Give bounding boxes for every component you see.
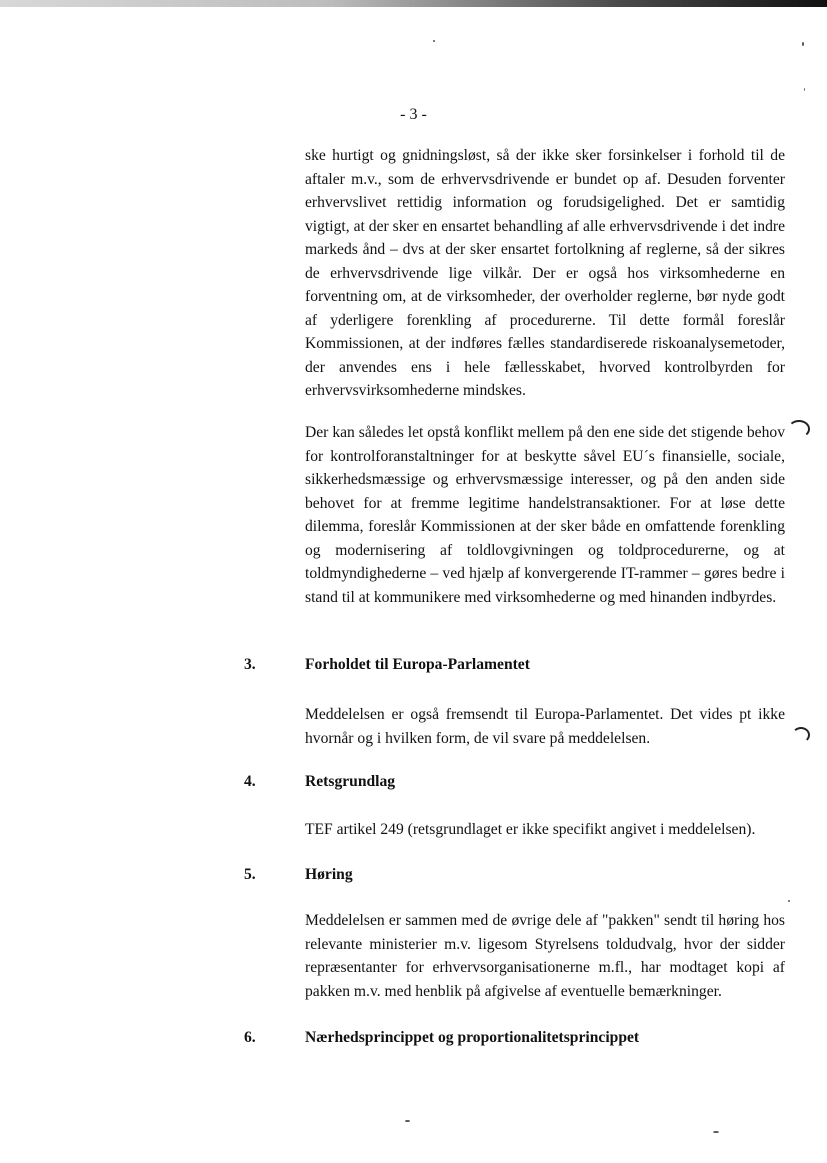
section-number: 3. [244, 656, 256, 673]
scan-mark [788, 420, 810, 438]
scan-speck [804, 88, 805, 91]
scan-speck [433, 40, 435, 42]
section-heading: Nærhedsprincippet og proportionalitetsprincippet [305, 1029, 640, 1046]
scan-speck [788, 900, 790, 902]
section-heading: Retsgrundlag [305, 773, 396, 790]
scan-top-edge [0, 0, 827, 7]
section-number: 5. [244, 866, 256, 883]
section-body: Meddelelsen er sammen med de øvrige dele af "pakken" sendt til høring hos relevante ministerier m.v. ligesom Styrelsens toldudvalg, hvor der sidder repræsentanter for erhvervsorganisationerne m.fl., har modtaget kopi af pakken m.v. med henblik på afgivelse af eventuelle bemærkninger. [305, 912, 785, 1000]
scan-speck [713, 1131, 719, 1133]
scan-speck [405, 1120, 410, 1122]
section-heading: Forholdet til Europa-Parlamentet [305, 656, 530, 673]
section-body: TEF artikel 249 (retsgrundlaget er ikke specifikt angivet i meddelelsen). [305, 821, 756, 838]
scan-mark [792, 727, 810, 743]
body-paragraph: ske hurtigt og gnidningsløst, så der ikke sker forsinkelser i forhold til de aftaler m.v., som de erhvervsdrivende er bundet op af. Desuden forventer erhvervslivet rettidig information og forudsigelighed. Det er samtidig vigtigt, at der sker en ensartet behandling af alle erhvervsdrivende i det indre markeds ånd – dvs at der sker ensartet fortolkning af reglerne, så der sikres de erhvervsdrivende lige vilkår. Der er også hos virksomhederne en forventning om, at de virksomheder, der overholder reglerne, bør nyde godt af yderligere forenkling af procedurerne. Til dette formål foreslår Kommissionen, at der indføres fælles standardiserede riskoanalysemetoder, der anvendes ens i hele fællesskabet, hvorved kontrolbyrden for erhvervsvirksomhederne mindskes. [305, 147, 785, 399]
section-heading: Høring [305, 866, 353, 883]
body-paragraph: Der kan således let opstå konflikt mellem på den ene side det stigende behov for kontrolforanstaltninger for at beskytte såvel EU´s finansielle, sociale, sikkerhedsmæssige og erhvervsmæssige interesser, og på den anden side behovet for at fremme legitime handelstransaktioner. For at løse dette dilemma, foreslår Kommissionen at der sker både en omfattende forenkling og modernisering af toldlovgivningen og toldprocedurerne, og at toldmyndighederne – ved hjælp af konvergerende IT-rammer – gøres bedre i stand til at kommunikere med virksomhederne og med hinanden indbyrdes. [305, 424, 785, 606]
section-number: 6. [244, 1029, 256, 1046]
page-number: - 3 - [400, 106, 427, 123]
section-body: Meddelelsen er også fremsendt til Europa-Parlamentet. Det vides pt ikke hvornår og i hvilken form, de vil svare på meddelelsen. [305, 706, 785, 747]
scan-speck [802, 42, 804, 46]
section-number: 4. [244, 773, 256, 790]
